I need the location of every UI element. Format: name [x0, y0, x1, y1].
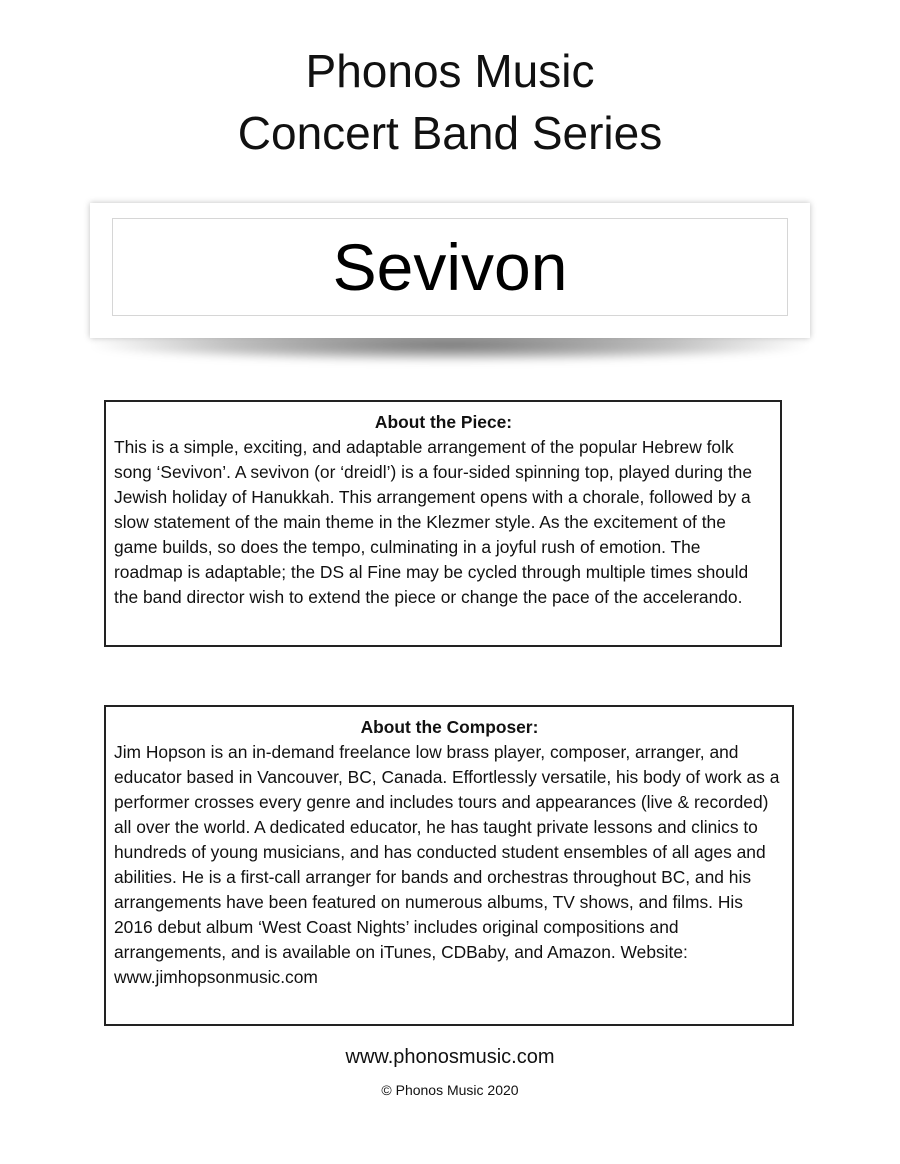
piece-title: Sevivon: [332, 230, 568, 304]
series-title-line-1: Phonos Music: [305, 45, 595, 97]
title-banner-frame: [112, 218, 788, 316]
about-piece-heading: About the Piece:: [374, 412, 513, 432]
about-composer-heading: About the Composer:: [360, 717, 539, 737]
copyright-notice: © Phonos Music 2020: [381, 1082, 519, 1098]
series-title-line-2: Concert Band Series: [237, 107, 663, 159]
about-piece-box: [104, 400, 782, 647]
website-link[interactable]: www.phonosmusic.com: [345, 1046, 555, 1068]
about-piece-text: This is a simple, exciting, and adaptable arrangement of the popular Hebrew folk song ‘Sevivon’. A sevivon (or ‘dreidl’) is a four-sided spinning top, played during the Jewish holiday of Hanukkah. This arrangement opens with a chorale, followed by a slow statement of the main theme in the Klezmer style. As the excitement of the game builds, so does the tempo, culminating in a joyful rush of emotion. The roadmap is adaptable; the DS al Fine may be cycled through multiple times should the band director wish to extend the piece or change the pace of the accelerando.: [114, 437, 753, 607]
about-composer-text: Jim Hopson is an in-demand freelance low brass player, composer, arranger, and educator based in Vancouver, BC, Canada. Effortlessly versatile, his body of work as a performer crosses every genre and includes tours and appearances (live & recorded) all over the world. A dedicated educator, he has taught private lessons and clinics to hundreds of young musicians, and has conducted student ensembles of all ages and abilities. He is a first-call arranger for bands and orchestras throughout BC, and his arrangements have been featured on numerous albums, TV shows, and films. His 2016 debut album ‘West Coast Nights’ includes original compositions and arrangements, and is available on iTunes, CDBaby, and Amazon. Website: www.jimhopsonmusic.com: [114, 742, 780, 987]
title-banner: [90, 203, 810, 338]
about-composer-box: [104, 705, 794, 1026]
series-title: [0, 40, 900, 164]
